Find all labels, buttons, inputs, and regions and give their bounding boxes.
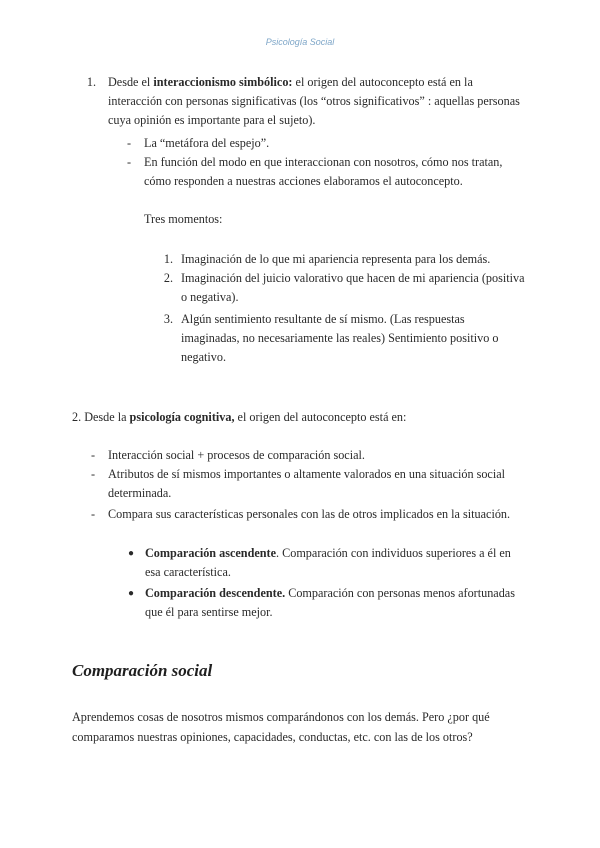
list-item: cómo responden a nuestras acciones elaboramos el autoconcepto. <box>144 174 463 188</box>
list-item: o negativa). <box>181 290 239 304</box>
list-item: La “metáfora del espejo”. <box>144 136 270 150</box>
list-item: negativo. <box>181 350 227 364</box>
page-header: Psicología Social <box>265 37 335 47</box>
text: Comparación con personas menos afortunadas <box>285 586 515 600</box>
bullet-marker: ● <box>128 548 135 559</box>
paragraph-line <box>72 408 406 427</box>
dash-marker: - <box>127 136 132 150</box>
dash-marker: - <box>91 448 96 462</box>
bold-term: psicología cognitiva, <box>129 410 235 424</box>
list-item: esa característica. <box>145 565 231 579</box>
text: el origen del autoconcepto está en la <box>292 75 473 89</box>
paragraph-line: cuya opinión es importante para el sujeto). <box>108 113 316 127</box>
list-item: En función del modo en que interaccionan con nosotros, cómo nos tratan, <box>144 155 503 169</box>
bold-term: Comparación ascendente <box>145 546 277 560</box>
text: Desde el <box>108 75 154 89</box>
subheading: Tres momentos: <box>144 212 223 226</box>
list-item: imaginadas, no necesariamente las reales) Sentimiento positivo o <box>181 331 499 345</box>
paragraph-line: comparamos nuestras opiniones, capacidades, conductas, etc. con las de los otros? <box>72 730 473 744</box>
paragraph-line: interacción con personas significativas (los “otros significativos” : aquellas personas <box>108 94 520 108</box>
bold-term: interaccionismo simbólico: <box>153 75 293 89</box>
list-item: Interacción social + procesos de comparación social. <box>108 448 365 462</box>
list-number: 1. <box>86 75 96 89</box>
bold-term: Comparación descendente. <box>145 586 286 600</box>
list-item: Imaginación de lo que mi apariencia representa para los demás. <box>181 252 491 266</box>
list-item: Compara sus características personales con las de otros implicados en la situación. <box>108 507 511 521</box>
paragraph-line: Aprendemos cosas de nosotros mismos comparándonos con los demás. Pero ¿por qué <box>72 710 490 724</box>
text: el origen del autoconcepto está en: <box>234 410 407 424</box>
list-item: Algún sentimiento resultante de sí mismo. (Las respuestas <box>181 312 465 326</box>
list-item <box>145 544 511 563</box>
text: . Comparación con individuos superiores a él en <box>276 546 511 560</box>
section-heading: Comparación social <box>72 661 213 680</box>
list-number: 3. <box>163 312 173 326</box>
list-item: Atributos de sí mismos importantes o altamente valorados en una situación social <box>108 467 506 481</box>
paragraph-line <box>108 73 473 92</box>
list-number: 1. <box>163 252 173 266</box>
list-item: determinada. <box>108 486 172 500</box>
list-item: que él para sentirse mejor. <box>145 605 273 619</box>
bullet-marker: ● <box>128 588 135 599</box>
dash-marker: - <box>91 467 96 481</box>
list-item: Imaginación del juicio valorativo que hacen de mi apariencia (positiva <box>181 271 525 285</box>
list-number: 2. <box>163 271 173 285</box>
dash-marker: - <box>127 155 132 169</box>
list-item <box>145 584 515 603</box>
text: 2. Desde la <box>72 410 130 424</box>
dash-marker: - <box>91 507 96 521</box>
